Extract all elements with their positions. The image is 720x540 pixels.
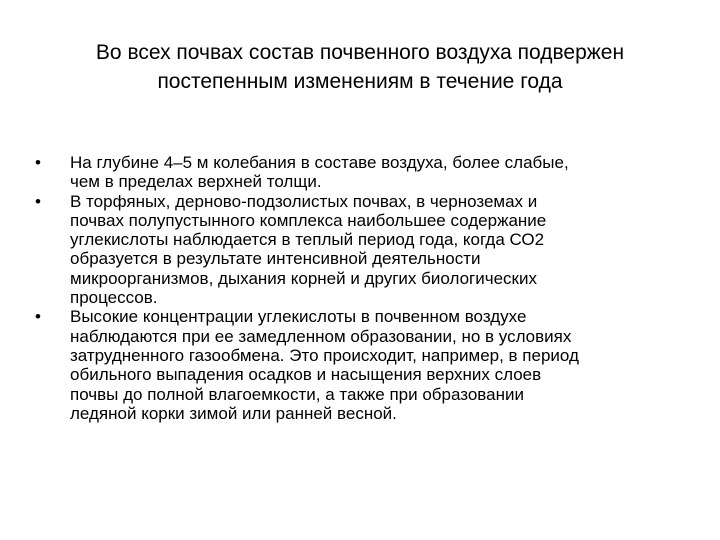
bullet-text-line: обильного выпадения осадков и насыщения верхних слоев — [70, 365, 542, 385]
bullet-text-line: процессов. — [70, 288, 158, 308]
bullet-marker: • — [35, 307, 41, 327]
bullet-text-line: В торфяных, дерново-подзолистых почвах, в черноземах и — [70, 191, 538, 211]
slide-title-line: Во всех почвах состав почвенного воздуха подвержен — [95, 41, 625, 64]
bullet-marker: • — [35, 153, 41, 172]
bullet-text-line: микроорганизмов, дыхания корней и других биологических — [70, 268, 537, 288]
bullet-text-line: На глубине 4–5 м колебания в составе воздуха, более слабые, — [70, 153, 569, 172]
bullet-text-line: наблюдаются при ее замедленном образовании, но в условиях — [70, 326, 572, 346]
bullet-item — [30, 307, 690, 423]
bullet-text-line: почвах полупустынного комплекса наибольшее содержание — [70, 210, 547, 230]
bullet-list — [30, 153, 690, 423]
slide-title — [40, 38, 680, 96]
bullet-text-line: чем в пределах верхней толщи. — [70, 172, 322, 192]
slide-title-line: постепенным изменениям в течение года — [157, 70, 563, 93]
bullet-text-line: углекислоты наблюдается в теплый период года, когда СО2 — [70, 230, 545, 250]
bullet-text-line: затрудненного газообмена. Это происходит, например, в период — [70, 345, 579, 365]
bullet-marker: • — [35, 191, 41, 211]
bullet-text-line: почвы до полной влагоемкости, а также при образовании — [70, 384, 524, 404]
bullet-item — [30, 153, 690, 192]
bullet-text-line: образуется в результате интенсивной деятельности — [70, 249, 481, 269]
bullet-text-line: Высокие концентрации углекислоты в почвенном воздухе — [70, 307, 527, 327]
bullet-item — [30, 192, 690, 308]
bullet-text-line: ледяной корки зимой или ранней весной. — [70, 403, 397, 423]
